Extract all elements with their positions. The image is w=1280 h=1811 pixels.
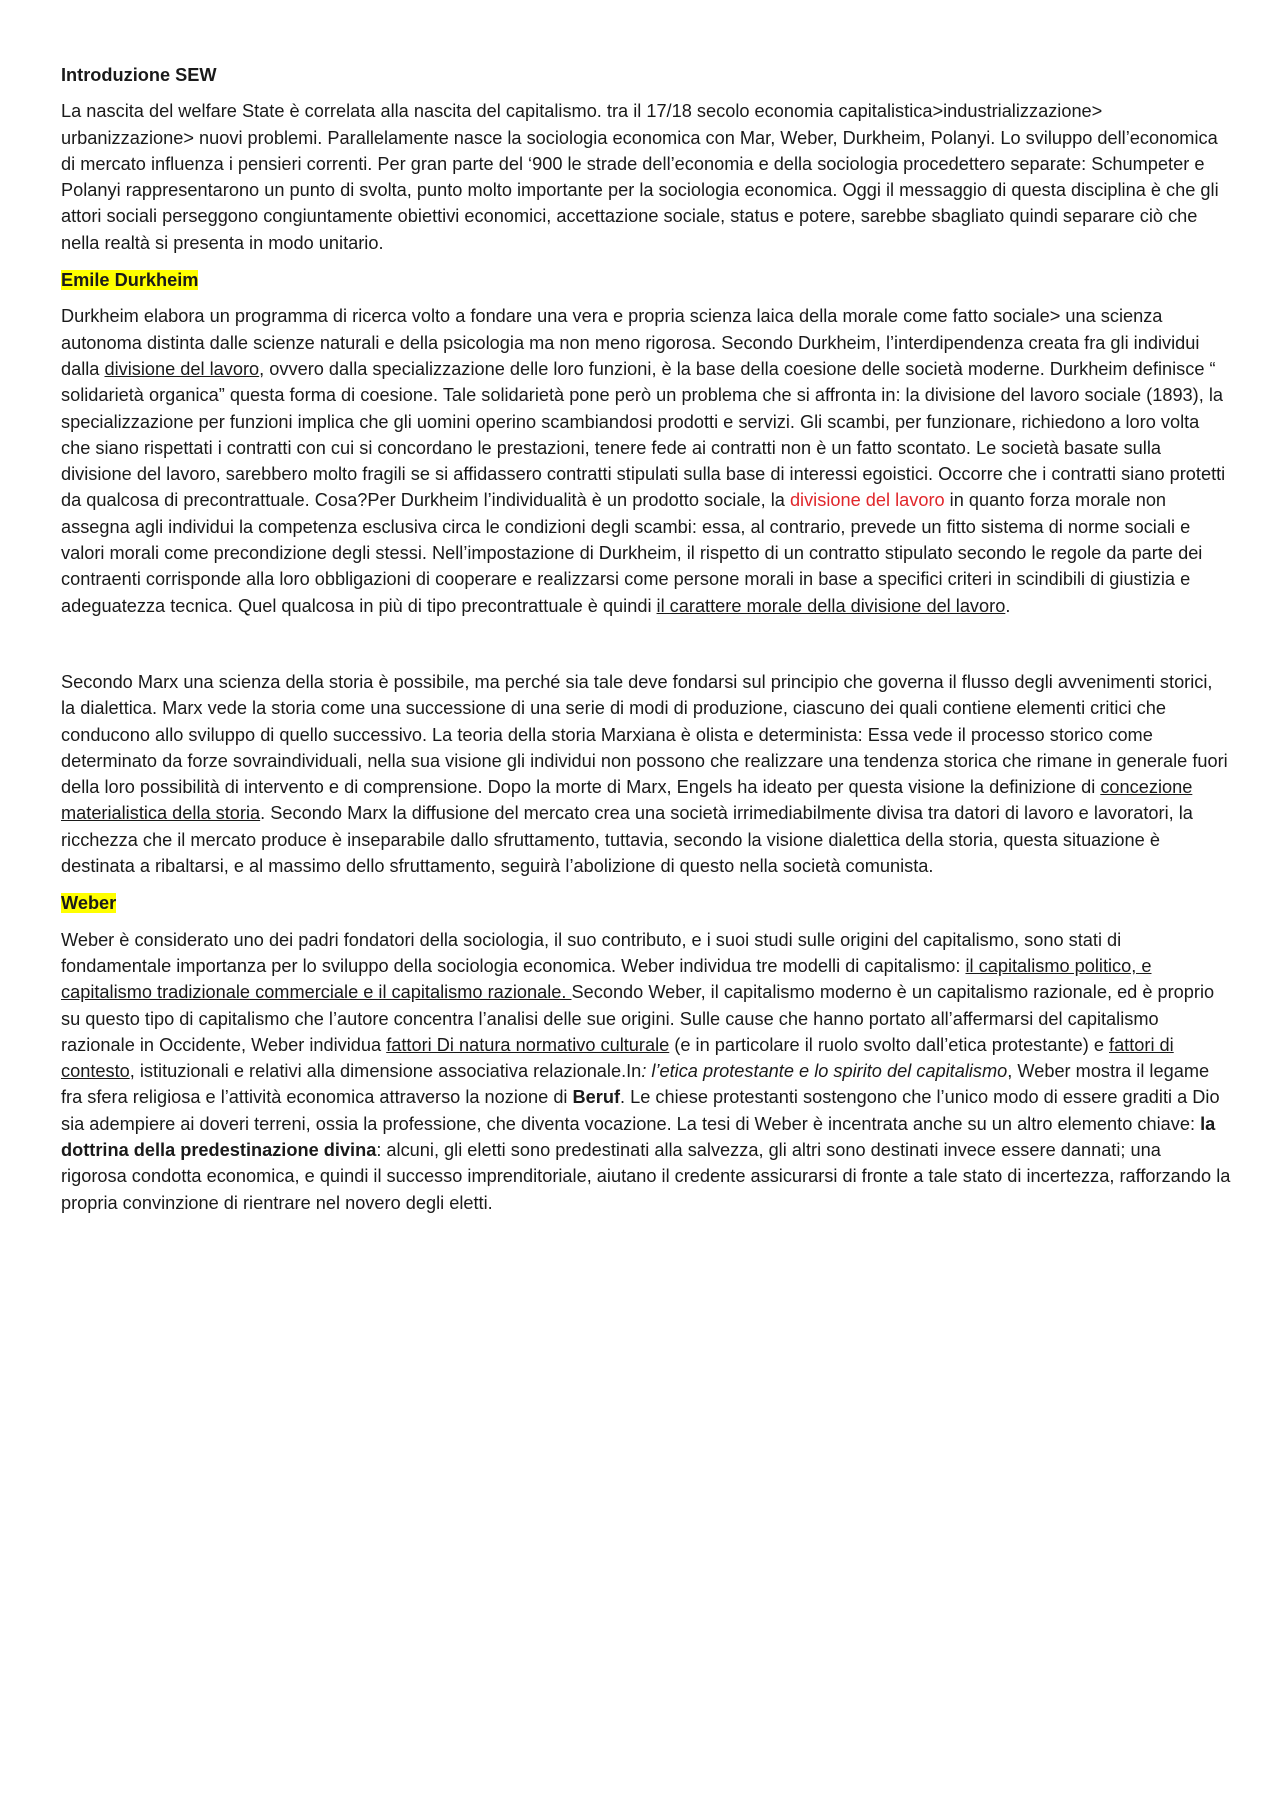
weber-title: Weber bbox=[61, 893, 117, 914]
durkheim-text-3: in quanto forza morale non assegna agli individui la competenza esclusiva circa le condizioni degli scambi: essa, al contrario, prevede un fitto sistema di norme sociali e valori morali come precondizione degli stessi. Nell’impostazione di Durkheim, il rispetto di un contratto stipulato secondo le regole da parte dei contraenti corrisponde alla loro obbligazioni di cooperare e realizzarsi come persone morali in base a specifici criteri in scindibili di giustizia e adeguatezza tecnica. Quel qualcosa in più di tipo precontrattuale è quindi bbox=[61, 490, 1203, 616]
durkheim-text-1: Durkheim elabora un programma di ricerca volto a fondare una vera e propria scienza laica della morale come fatto sociale> una scienza autonoma distinta dalle scienze naturali e della psicologia ma non meno rigorosa. Secondo Durkheim, l’interdipendenza creata fra gli individui dalla bbox=[61, 306, 1200, 379]
durkheim-underline-1: divisione del lavoro bbox=[104, 358, 260, 379]
intro-paragraph: La nascita del welfare State è correlata alla nascita del capitalismo. tra il 17/18 secolo economia capitalistica>industrializzazione> urbanizzazione> nuovi problemi. Parallelamente nasce la sociologia economica con Mar, Weber, Durkheim, Polanyi. Lo sviluppo dell’economica di mercato influenza i pensieri correnti. Per gran parte del ‘900 le strade dell’economia e della sociologia procedettero separate: Schumpeter e Polanyi rappresentarono un punto di svolta, punto molto importante per la sociologia economica. Oggi il messaggio di questa disciplina è che gli attori sociali perseggono congiuntamente obiettivi economici, accettazione sociale, status e potere, sarebbe sbagliato quindi separare ciò che nella realtà si presenta in modo unitario. bbox=[61, 101, 1219, 253]
durkheim-text-2: , ovvero dalla specializzazione delle loro funzioni, è la base della coesione delle società moderne. Durkheim definisce “ solidarietà organica” questa forma di coesione. Tale solidarietà pone però un problema che si affronta in: la divisione del lavoro sociale (1893), la specializzazione per funzioni implica che gli uomini operino scambiandosi prodotti e servizi. Gli scambi, per funzionare, richiedono a loro volta che siano rispettati i contratti con cui si concordano le prestazioni, tenere fede ai contratti non è un fatto scontato. Le società basate sulla divisione del lavoro, sarebbero molto fragili se si affidassero contratti stipulati sulla base di interessi egoistici. Occorre che i contratti siano protetti da qualcosa di precontrattuale. Cosa?Per Durkheim l’individualità è un prodotto sociale, la bbox=[61, 358, 1226, 511]
weber-text-2: Secondo Weber, il capitalismo moderno è un capitalismo razionale, ed è proprio su questo tipo di capitalismo che l’autore concentra l’analisi delle sue origini. Sulle cause che hanno portato all’affermarsi del capitalismo razionale in Occidente, Weber individua bbox=[61, 982, 1215, 1055]
weber-bold-beruf: Beruf bbox=[572, 1087, 621, 1108]
weber-text-7: : alcuni, gli eletti sono predestinati alla salvezza, gli altri sono destinati invece essere dannati; una rigorosa condotta economica, e quindi il successo imprenditoriale, aiutano il credente assicurarsi di fronte a tale stato di incertezza, rafforzando la propria convinzione di rientrare nel novero degli eletti. bbox=[61, 1139, 1231, 1213]
durkheim-paragraph bbox=[61, 303, 1231, 619]
weber-text-1: Weber è considerato uno dei padri fondatori della sociologia, il suo contributo, e i suoi studi sulle origini del capitalismo, sono stati di fondamentale importanza per lo sviluppo della sociologia economica. Weber individua tre modelli di capitalismo: bbox=[61, 929, 1122, 976]
weber-underline-2: fattori Di natura normativo culturale bbox=[386, 1034, 670, 1055]
weber-heading bbox=[61, 890, 1231, 916]
durkheim-underline-2: il carattere morale della divisione del lavoro bbox=[656, 595, 1006, 616]
intro-title: Introduzione SEW bbox=[61, 65, 217, 85]
marx-paragraph bbox=[61, 669, 1231, 879]
durkheim-red-text: divisione del lavoro bbox=[789, 490, 945, 511]
weber-text-4: , istituzionali e relativi alla dimensione associativa relazionale.In bbox=[129, 1061, 642, 1082]
weber-italic-title: : l’etica protestante e lo spirito del capitalismo bbox=[641, 1061, 1008, 1082]
weber-text-5: , Weber mostra il legame fra sfera religiosa e l’attività economica attraverso la nozione di bbox=[61, 1061, 1210, 1108]
durkheim-title: Emile Durkheim bbox=[61, 270, 199, 291]
weber-paragraph bbox=[61, 927, 1231, 1216]
intro-heading bbox=[61, 62, 1231, 88]
blank-line bbox=[61, 630, 1231, 669]
marx-text-2: . Secondo Marx la diffusione del mercato crea una società irrimediabilmente divisa tra datori di lavoro e lavoratori, la ricchezza che il mercato produce è inseparabile dallo sfruttamento, tuttavia, secondo la visione dialettica della storia, questa situazione è destinata a ribaltarsi, e al massimo dello sfruttamento, seguirà l’abolizione di questo nella società comunista. bbox=[61, 803, 1193, 877]
document-page bbox=[61, 62, 1231, 1227]
durkheim-heading bbox=[61, 267, 1231, 293]
durkheim-text-4: . bbox=[1005, 595, 1011, 616]
weber-underline-1: il capitalismo politico, e capitalismo tradizionale commerciale e il capitalismo razionale. bbox=[61, 955, 1152, 1003]
weber-bold-predestinazione: la dottrina della predestinazione divina bbox=[61, 1113, 1216, 1160]
weber-underline-3: fattori di contesto bbox=[61, 1034, 1174, 1082]
weber-text-3: (e in particolare il ruolo svolto dall’etica protestante) e bbox=[669, 1034, 1110, 1055]
weber-text-6: . Le chiese protestanti sostengono che l’unico modo di essere graditi a Dio sia adempiere ai doveri terreni, ossia la professione, che diventa vocazione. La tesi di Weber è incentrata anche su un altro elemento chiave: bbox=[61, 1087, 1220, 1134]
marx-text-1: Secondo Marx una scienza della storia è possibile, ma perché sia tale deve fondarsi sul principio che governa il flusso degli avvenimenti storici, la dialettica. Marx vede la storia come una successione di una serie di modi di produzione, ciascuno dei quali contiene elementi critici che conducono allo sviluppo di quello successivo. La teoria della storia Marxiana è olista e determinista: Essa vede il processo storico come determinato da forze sovraindividuali, nella sua visione gli individui non possono che realizzare una tendenza storica che rimane in generale fuori della loro possibilità di intervento e di comprensione. Dopo la morte di Marx, Engels ha ideato per questa visione la definizione di bbox=[61, 671, 1228, 798]
marx-underline-1: concezione materialistica della storia bbox=[61, 777, 1193, 824]
